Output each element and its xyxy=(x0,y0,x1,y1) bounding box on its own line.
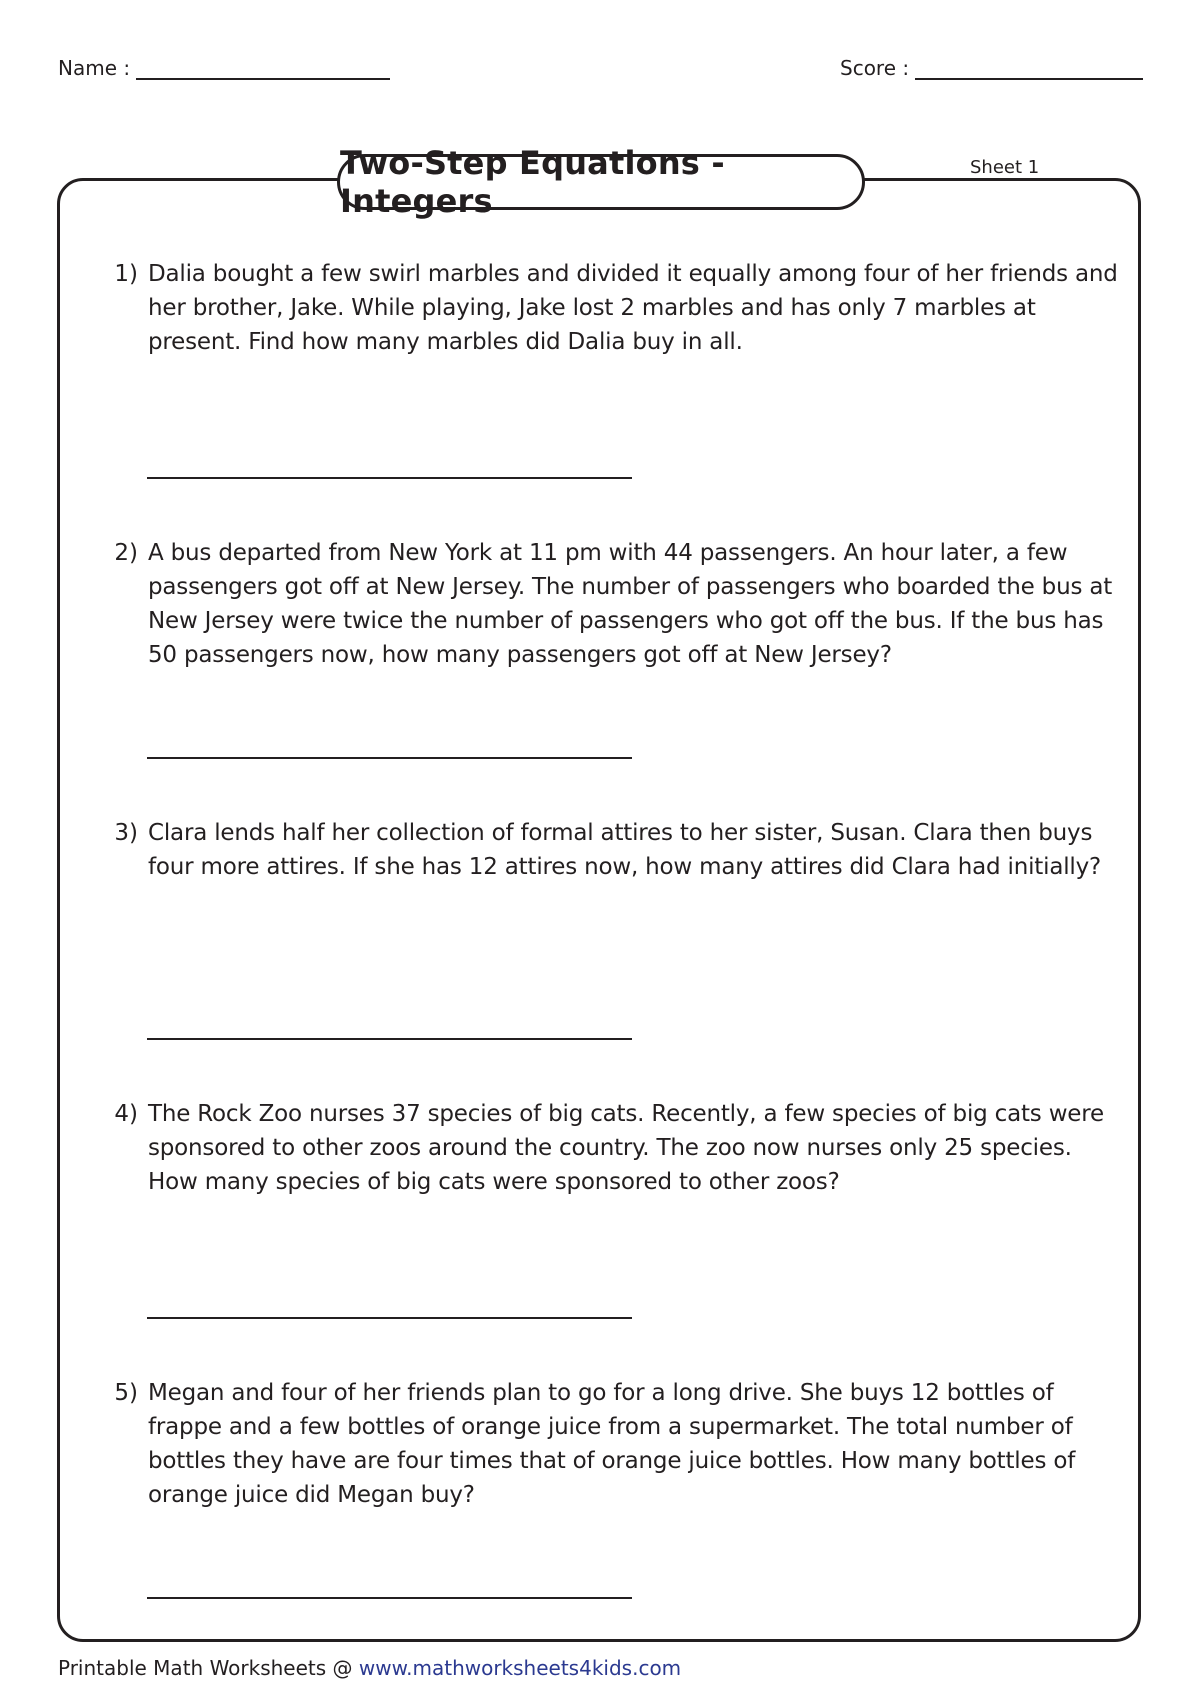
footer-prefix: Printable Math Worksheets @ xyxy=(58,1656,359,1680)
sheet-label: Sheet 1 xyxy=(970,157,1040,178)
answer-line-1[interactable] xyxy=(147,477,632,479)
problem-text: Clara lends half her collection of formal attires to her sister, Susan. Clara then buys four more attires. If she has 12 attires now, how many attires did Clara had initially? xyxy=(148,820,1102,880)
name-blank-line[interactable] xyxy=(136,56,390,80)
score-blank-line[interactable] xyxy=(915,56,1143,80)
footer-link[interactable]: www.mathworksheets4kids.com xyxy=(358,1656,682,1680)
answer-line-3[interactable] xyxy=(147,1038,632,1040)
name-field xyxy=(58,56,390,80)
problem-number: 4) xyxy=(114,1101,138,1127)
problem-text: Megan and four of her friends plan to go for a long drive. She buys 12 bottles of frappe and a few bottles of orange juice from a supermarket. The total number of bottles they have are four times that of orange juice bottles. How many bottles of orange juice did Megan buy? xyxy=(148,1380,1076,1508)
problem-number: 5) xyxy=(114,1380,138,1406)
problem-text: Dalia bought a few swirl marbles and divided it equally among four of her friends and her brother, Jake. While playing, Jake lost 2 marbles and has only 7 marbles at present. Find how many marbles did Dalia buy in all. xyxy=(148,261,1118,355)
score-field xyxy=(840,56,1143,80)
score-label: Score : xyxy=(840,56,910,80)
answer-line-5[interactable] xyxy=(147,1597,632,1599)
footer xyxy=(58,1656,681,1680)
problem-text: A bus departed from New York at 11 pm with 44 passengers. An hour later, a few passengers got off at New Jersey. The number of passengers who boarded the bus at New Jersey were twice the number of passengers who got off the bus. If the bus has 50 passengers now, how many passengers got off at New Jersey? xyxy=(148,540,1113,668)
problem-number: 1) xyxy=(114,261,138,287)
problem-number: 3) xyxy=(114,820,138,846)
name-label: Name : xyxy=(58,56,131,80)
problem-text: The Rock Zoo nurses 37 species of big cats. Recently, a few species of big cats were sponsored to other zoos around the country. The zoo now nurses only 25 species. How many species of big cats were sponsored to other zoos? xyxy=(148,1101,1104,1195)
answer-line-4[interactable] xyxy=(147,1317,632,1319)
problem-number: 2) xyxy=(114,540,138,566)
answer-line-2[interactable] xyxy=(147,757,632,759)
worksheet-title: Two-Step Equations - Integers xyxy=(337,154,865,210)
